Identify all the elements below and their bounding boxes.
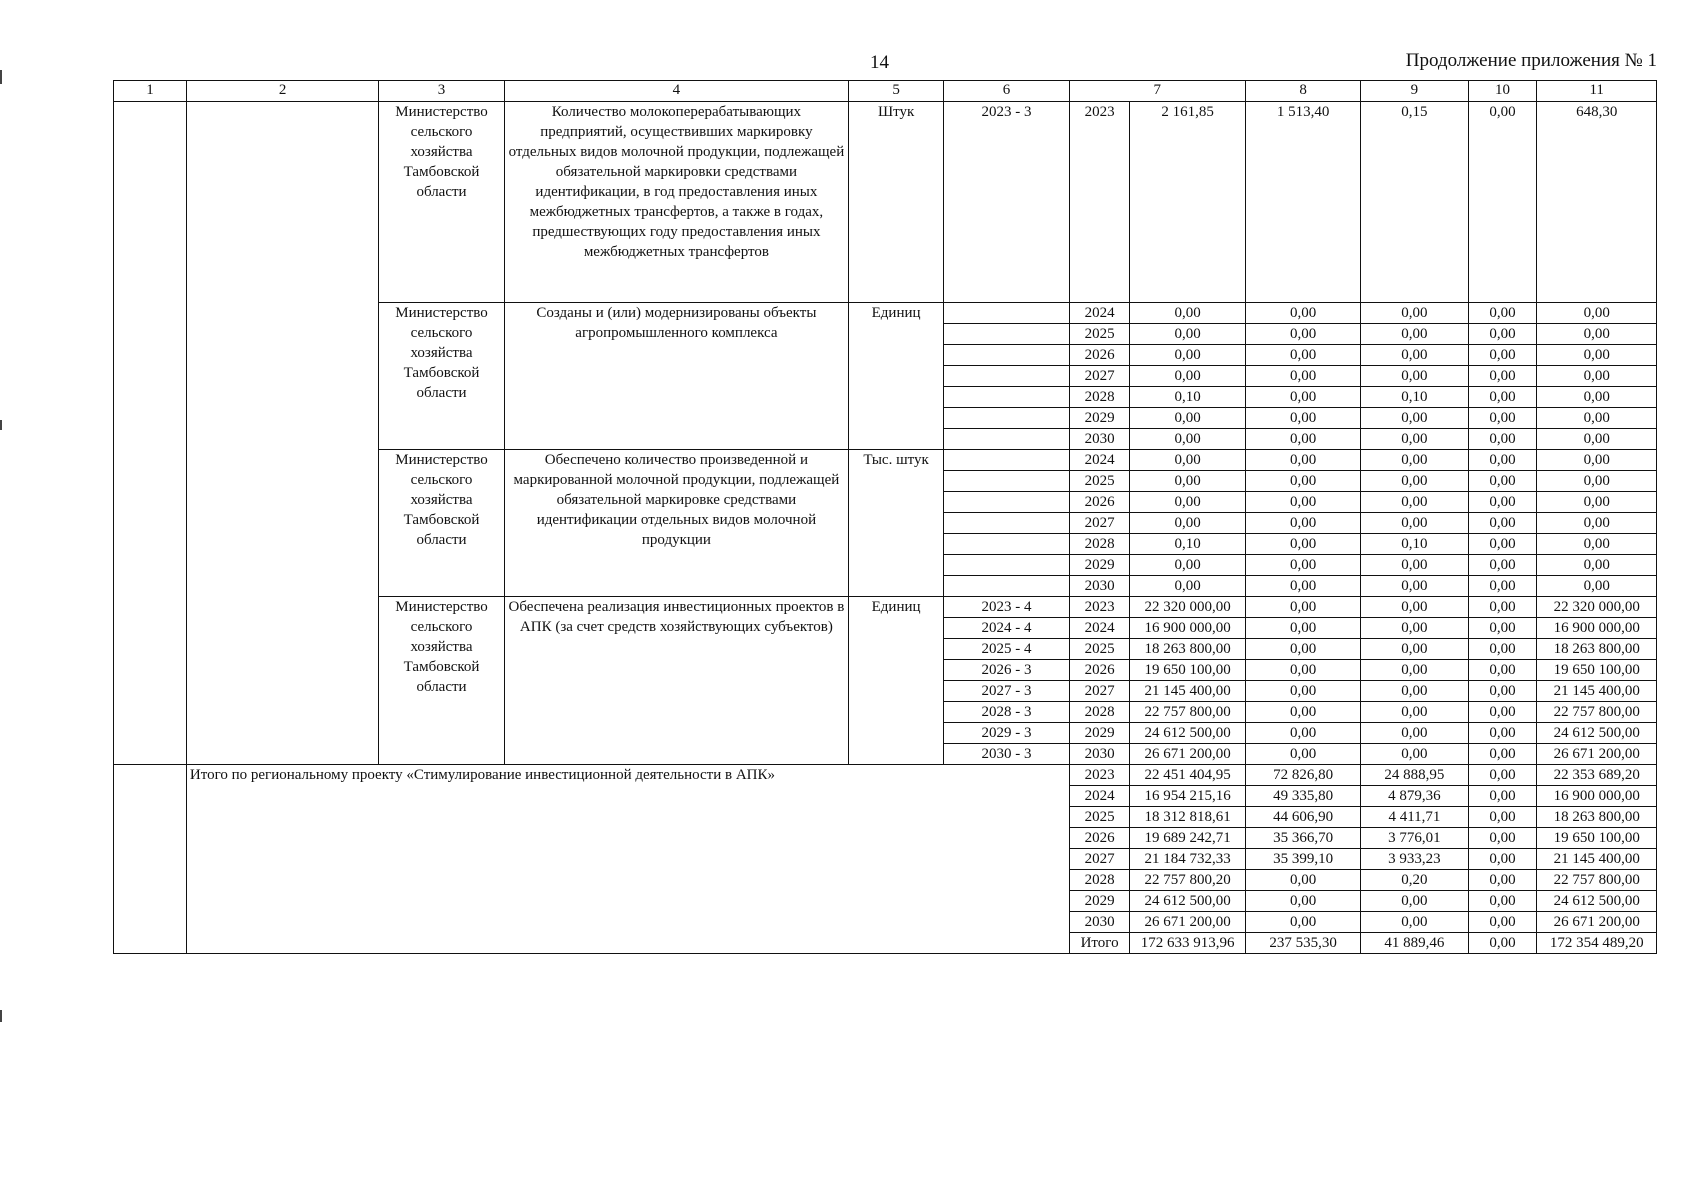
value-col-7: 0,10 bbox=[1130, 387, 1245, 408]
period-cell bbox=[944, 303, 1070, 324]
value-col-8: 0,00 bbox=[1245, 681, 1360, 702]
period-cell bbox=[944, 576, 1070, 597]
value-col-11: 0,00 bbox=[1537, 555, 1657, 576]
header-cell: 3 bbox=[379, 81, 505, 102]
value-col-9: 0,15 bbox=[1361, 102, 1468, 303]
period-cell: 2023 - 4 bbox=[944, 597, 1070, 618]
year-cell: 2029 bbox=[1069, 408, 1130, 429]
year-cell: 2025 bbox=[1069, 639, 1130, 660]
total-col-11: 26 671 200,00 bbox=[1537, 912, 1657, 933]
header-row bbox=[114, 81, 1657, 102]
value-col-8: 0,00 bbox=[1245, 660, 1360, 681]
year-cell: 2025 bbox=[1069, 324, 1130, 345]
total-col-7: 21 184 732,33 bbox=[1130, 849, 1245, 870]
total-col-7: 19 689 242,71 bbox=[1130, 828, 1245, 849]
value-col-8: 0,00 bbox=[1245, 702, 1360, 723]
value-col-8: 0,00 bbox=[1245, 576, 1360, 597]
year-cell: 2027 bbox=[1069, 681, 1130, 702]
value-col-8: 0,00 bbox=[1245, 324, 1360, 345]
header-cell: 10 bbox=[1468, 81, 1537, 102]
header-cell: 8 bbox=[1245, 81, 1360, 102]
value-col-9: 0,00 bbox=[1361, 513, 1468, 534]
year-cell: 2030 bbox=[1069, 576, 1130, 597]
value-col-10: 0,00 bbox=[1468, 639, 1537, 660]
period-cell: 2030 - 3 bbox=[944, 744, 1070, 765]
table-row bbox=[114, 102, 1657, 303]
total-col-9: 41 889,46 bbox=[1361, 933, 1468, 954]
header-cell: 2 bbox=[186, 81, 378, 102]
header-cell: 1 bbox=[114, 81, 187, 102]
total-col-11: 22 757 800,00 bbox=[1537, 870, 1657, 891]
total-year-cell: 2026 bbox=[1069, 828, 1130, 849]
total-col-11: 18 263 800,00 bbox=[1537, 807, 1657, 828]
period-cell bbox=[944, 387, 1070, 408]
period-cell bbox=[944, 513, 1070, 534]
total-year-cell: 2027 bbox=[1069, 849, 1130, 870]
value-col-11: 0,00 bbox=[1537, 450, 1657, 471]
total-col-11: 172 354 489,20 bbox=[1537, 933, 1657, 954]
year-cell: 2026 bbox=[1069, 492, 1130, 513]
value-col-7: 26 671 200,00 bbox=[1130, 744, 1245, 765]
value-col-11: 0,00 bbox=[1537, 324, 1657, 345]
year-cell: 2025 bbox=[1069, 471, 1130, 492]
value-col-10: 0,00 bbox=[1468, 597, 1537, 618]
value-col-10: 0,00 bbox=[1468, 513, 1537, 534]
unit-of-measure: Единиц bbox=[849, 597, 944, 765]
year-cell: 2028 bbox=[1069, 387, 1130, 408]
value-col-9: 0,00 bbox=[1361, 555, 1468, 576]
appendix-table bbox=[113, 80, 1657, 954]
total-label: Итого по региональному проекту «Стимулирование инвестиционной деятельности в АПК» bbox=[186, 765, 1069, 954]
period-cell: 2025 - 4 bbox=[944, 639, 1070, 660]
header-cell: 5 bbox=[849, 81, 944, 102]
total-col-9: 3 776,01 bbox=[1361, 828, 1468, 849]
value-col-7: 18 263 800,00 bbox=[1130, 639, 1245, 660]
total-col-11: 19 650 100,00 bbox=[1537, 828, 1657, 849]
period-cell bbox=[944, 450, 1070, 471]
total-row bbox=[114, 765, 1657, 786]
value-col-8: 1 513,40 bbox=[1245, 102, 1360, 303]
total-col-7: 26 671 200,00 bbox=[1130, 912, 1245, 933]
value-col-11: 648,30 bbox=[1537, 102, 1657, 303]
total-col-10: 0,00 bbox=[1468, 786, 1537, 807]
value-col-11: 22 757 800,00 bbox=[1537, 702, 1657, 723]
total-col-1-cell bbox=[114, 765, 187, 954]
total-col-9: 0,00 bbox=[1361, 891, 1468, 912]
value-col-11: 24 612 500,00 bbox=[1537, 723, 1657, 744]
period-cell: 2024 - 4 bbox=[944, 618, 1070, 639]
value-col-8: 0,00 bbox=[1245, 723, 1360, 744]
total-year-cell: 2030 bbox=[1069, 912, 1130, 933]
total-col-7: 24 612 500,00 bbox=[1130, 891, 1245, 912]
period-cell bbox=[944, 555, 1070, 576]
value-col-11: 26 671 200,00 bbox=[1537, 744, 1657, 765]
period-cell bbox=[944, 429, 1070, 450]
value-col-10: 0,00 bbox=[1468, 345, 1537, 366]
value-col-8: 0,00 bbox=[1245, 429, 1360, 450]
scan-edge-mark bbox=[0, 70, 2, 84]
value-col-7: 0,00 bbox=[1130, 408, 1245, 429]
total-col-11: 16 900 000,00 bbox=[1537, 786, 1657, 807]
value-col-10: 0,00 bbox=[1468, 471, 1537, 492]
value-col-10: 0,00 bbox=[1468, 681, 1537, 702]
total-col-7: 16 954 215,16 bbox=[1130, 786, 1245, 807]
value-col-9: 0,10 bbox=[1361, 387, 1468, 408]
year-cell: 2024 bbox=[1069, 618, 1130, 639]
col-2-cell bbox=[186, 102, 378, 765]
header-cell: 4 bbox=[504, 81, 848, 102]
year-cell: 2024 bbox=[1069, 303, 1130, 324]
year-cell: 2026 bbox=[1069, 660, 1130, 681]
value-col-10: 0,00 bbox=[1468, 618, 1537, 639]
header-cell: 6 bbox=[944, 81, 1070, 102]
total-col-11: 21 145 400,00 bbox=[1537, 849, 1657, 870]
period-cell: 2028 - 3 bbox=[944, 702, 1070, 723]
value-col-7: 22 757 800,00 bbox=[1130, 702, 1245, 723]
unit-of-measure: Единиц bbox=[849, 303, 944, 450]
total-col-11: 22 353 689,20 bbox=[1537, 765, 1657, 786]
indicator-name: Обеспечено количество произведенной и маркированной молочной продукции, подлежащей обязательной маркировке средствами идентификации отдельных видов молочной продукции bbox=[504, 450, 848, 597]
value-col-9: 0,00 bbox=[1361, 597, 1468, 618]
value-col-8: 0,00 bbox=[1245, 618, 1360, 639]
total-col-10: 0,00 bbox=[1468, 891, 1537, 912]
value-col-9: 0,00 bbox=[1361, 492, 1468, 513]
value-col-8: 0,00 bbox=[1245, 492, 1360, 513]
total-col-8: 35 399,10 bbox=[1245, 849, 1360, 870]
value-col-9: 0,00 bbox=[1361, 429, 1468, 450]
value-col-9: 0,00 bbox=[1361, 324, 1468, 345]
value-col-7: 0,00 bbox=[1130, 324, 1245, 345]
value-col-10: 0,00 bbox=[1468, 555, 1537, 576]
indicator-name: Количество молокоперерабатывающих предприятий, осуществивших маркировку отдельных видов молочной продукции, подлежащей обязательной маркировки средствами идентификации, в год предоставления иных межбюджетных трансфертов, а также в годах, предшествующих году предоставления иных межбюджетных трансфертов bbox=[504, 102, 848, 303]
value-col-11: 21 145 400,00 bbox=[1537, 681, 1657, 702]
value-col-10: 0,00 bbox=[1468, 450, 1537, 471]
total-year-cell: 2028 bbox=[1069, 870, 1130, 891]
period-cell bbox=[944, 345, 1070, 366]
value-col-9: 0,00 bbox=[1361, 681, 1468, 702]
total-col-9: 0,00 bbox=[1361, 912, 1468, 933]
period-cell bbox=[944, 408, 1070, 429]
period-cell: 2029 - 3 bbox=[944, 723, 1070, 744]
unit-of-measure: Тыс. штук bbox=[849, 450, 944, 597]
value-col-10: 0,00 bbox=[1468, 723, 1537, 744]
col-1-cell bbox=[114, 102, 187, 765]
value-col-9: 0,00 bbox=[1361, 618, 1468, 639]
year-cell: 2029 bbox=[1069, 555, 1130, 576]
value-col-8: 0,00 bbox=[1245, 345, 1360, 366]
total-col-9: 4 879,36 bbox=[1361, 786, 1468, 807]
value-col-7: 0,00 bbox=[1130, 471, 1245, 492]
total-year-cell: 2024 bbox=[1069, 786, 1130, 807]
value-col-10: 0,00 bbox=[1468, 660, 1537, 681]
total-col-9: 3 933,23 bbox=[1361, 849, 1468, 870]
value-col-7: 0,00 bbox=[1130, 555, 1245, 576]
total-col-7: 22 451 404,95 bbox=[1130, 765, 1245, 786]
responsible-org: Министерство сельского хозяйства Тамбовской области bbox=[379, 597, 505, 765]
indicator-name: Обеспечена реализация инвестиционных проектов в АПК (за счет средств хозяйствующих субъектов) bbox=[504, 597, 848, 765]
total-col-10: 0,00 bbox=[1468, 933, 1537, 954]
year-cell: 2023 bbox=[1069, 102, 1130, 303]
value-col-11: 0,00 bbox=[1537, 345, 1657, 366]
value-col-11: 0,00 bbox=[1537, 492, 1657, 513]
total-col-10: 0,00 bbox=[1468, 870, 1537, 891]
value-col-10: 0,00 bbox=[1468, 492, 1537, 513]
value-col-7: 22 320 000,00 bbox=[1130, 597, 1245, 618]
total-col-9: 24 888,95 bbox=[1361, 765, 1468, 786]
value-col-8: 0,00 bbox=[1245, 366, 1360, 387]
value-col-9: 0,00 bbox=[1361, 450, 1468, 471]
table-body bbox=[114, 102, 1657, 954]
period-cell: 2026 - 3 bbox=[944, 660, 1070, 681]
unit-of-measure: Штук bbox=[849, 102, 944, 303]
period-cell: 2027 - 3 bbox=[944, 681, 1070, 702]
year-cell: 2030 bbox=[1069, 429, 1130, 450]
year-cell: 2023 bbox=[1069, 597, 1130, 618]
value-col-8: 0,00 bbox=[1245, 555, 1360, 576]
value-col-10: 0,00 bbox=[1468, 324, 1537, 345]
value-col-8: 0,00 bbox=[1245, 303, 1360, 324]
value-col-8: 0,00 bbox=[1245, 387, 1360, 408]
total-col-8: 0,00 bbox=[1245, 891, 1360, 912]
year-cell: 2028 bbox=[1069, 702, 1130, 723]
value-col-9: 0,00 bbox=[1361, 345, 1468, 366]
total-col-8: 237 535,30 bbox=[1245, 933, 1360, 954]
total-year-cell: 2023 bbox=[1069, 765, 1130, 786]
value-col-9: 0,00 bbox=[1361, 660, 1468, 681]
value-col-11: 0,00 bbox=[1537, 408, 1657, 429]
value-col-11: 19 650 100,00 bbox=[1537, 660, 1657, 681]
value-col-8: 0,00 bbox=[1245, 534, 1360, 555]
value-col-11: 0,00 bbox=[1537, 366, 1657, 387]
total-col-10: 0,00 bbox=[1468, 912, 1537, 933]
year-cell: 2027 bbox=[1069, 513, 1130, 534]
value-col-9: 0,00 bbox=[1361, 366, 1468, 387]
value-col-7: 0,00 bbox=[1130, 513, 1245, 534]
year-cell: 2024 bbox=[1069, 450, 1130, 471]
value-col-8: 0,00 bbox=[1245, 513, 1360, 534]
value-col-10: 0,00 bbox=[1468, 387, 1537, 408]
value-col-11: 0,00 bbox=[1537, 576, 1657, 597]
value-col-7: 0,00 bbox=[1130, 429, 1245, 450]
value-col-10: 0,00 bbox=[1468, 744, 1537, 765]
value-col-10: 0,00 bbox=[1468, 534, 1537, 555]
value-col-8: 0,00 bbox=[1245, 744, 1360, 765]
period-cell: 2023 - 3 bbox=[944, 102, 1070, 303]
scan-edge-mark bbox=[0, 1010, 2, 1022]
total-col-10: 0,00 bbox=[1468, 828, 1537, 849]
value-col-7: 0,00 bbox=[1130, 345, 1245, 366]
total-col-8: 0,00 bbox=[1245, 912, 1360, 933]
value-col-7: 0,10 bbox=[1130, 534, 1245, 555]
value-col-8: 0,00 bbox=[1245, 471, 1360, 492]
indicator-name: Созданы и (или) модернизированы объекты агропромышленного комплекса bbox=[504, 303, 848, 450]
value-col-9: 0,00 bbox=[1361, 471, 1468, 492]
page-number: 14 bbox=[870, 52, 889, 73]
year-cell: 2029 bbox=[1069, 723, 1130, 744]
value-col-10: 0,00 bbox=[1468, 366, 1537, 387]
value-col-7: 19 650 100,00 bbox=[1130, 660, 1245, 681]
value-col-7: 16 900 000,00 bbox=[1130, 618, 1245, 639]
period-cell bbox=[944, 366, 1070, 387]
header-cell: 7 bbox=[1069, 81, 1245, 102]
value-col-10: 0,00 bbox=[1468, 576, 1537, 597]
total-year-cell: 2025 bbox=[1069, 807, 1130, 828]
period-cell bbox=[944, 534, 1070, 555]
header-cell: 9 bbox=[1361, 81, 1468, 102]
period-cell bbox=[944, 324, 1070, 345]
year-cell: 2028 bbox=[1069, 534, 1130, 555]
total-col-7: 172 633 913,96 bbox=[1130, 933, 1245, 954]
value-col-7: 0,00 bbox=[1130, 492, 1245, 513]
value-col-11: 0,00 bbox=[1537, 303, 1657, 324]
value-col-10: 0,00 bbox=[1468, 102, 1537, 303]
total-col-8: 35 366,70 bbox=[1245, 828, 1360, 849]
value-col-10: 0,00 bbox=[1468, 303, 1537, 324]
total-col-8: 49 335,80 bbox=[1245, 786, 1360, 807]
total-col-7: 18 312 818,61 bbox=[1130, 807, 1245, 828]
value-col-9: 0,00 bbox=[1361, 408, 1468, 429]
total-col-10: 0,00 bbox=[1468, 807, 1537, 828]
value-col-9: 0,00 bbox=[1361, 303, 1468, 324]
header-cell: 11 bbox=[1537, 81, 1657, 102]
responsible-org: Министерство сельского хозяйства Тамбовской области bbox=[379, 102, 505, 303]
period-cell bbox=[944, 471, 1070, 492]
appendix-caption: Продолжение приложения № 1 bbox=[1405, 50, 1657, 71]
value-col-11: 16 900 000,00 bbox=[1537, 618, 1657, 639]
scan-edge-mark bbox=[0, 420, 2, 430]
total-col-11: 24 612 500,00 bbox=[1537, 891, 1657, 912]
value-col-10: 0,00 bbox=[1468, 408, 1537, 429]
total-col-9: 4 411,71 bbox=[1361, 807, 1468, 828]
value-col-8: 0,00 bbox=[1245, 597, 1360, 618]
total-col-8: 44 606,90 bbox=[1245, 807, 1360, 828]
value-col-11: 22 320 000,00 bbox=[1537, 597, 1657, 618]
total-col-10: 0,00 bbox=[1468, 765, 1537, 786]
value-col-11: 0,00 bbox=[1537, 513, 1657, 534]
total-year-cell: Итого bbox=[1069, 933, 1130, 954]
value-col-9: 0,00 bbox=[1361, 744, 1468, 765]
value-col-10: 0,00 bbox=[1468, 429, 1537, 450]
total-col-7: 22 757 800,20 bbox=[1130, 870, 1245, 891]
value-col-9: 0,00 bbox=[1361, 639, 1468, 660]
year-cell: 2027 bbox=[1069, 366, 1130, 387]
year-cell: 2030 bbox=[1069, 744, 1130, 765]
total-col-10: 0,00 bbox=[1468, 849, 1537, 870]
total-year-cell: 2029 bbox=[1069, 891, 1130, 912]
responsible-org: Министерство сельского хозяйства Тамбовской области bbox=[379, 450, 505, 597]
responsible-org: Министерство сельского хозяйства Тамбовской области bbox=[379, 303, 505, 450]
value-col-11: 18 263 800,00 bbox=[1537, 639, 1657, 660]
value-col-9: 0,10 bbox=[1361, 534, 1468, 555]
value-col-7: 24 612 500,00 bbox=[1130, 723, 1245, 744]
value-col-7: 21 145 400,00 bbox=[1130, 681, 1245, 702]
value-col-7: 0,00 bbox=[1130, 576, 1245, 597]
value-col-8: 0,00 bbox=[1245, 639, 1360, 660]
value-col-9: 0,00 bbox=[1361, 702, 1468, 723]
value-col-11: 0,00 bbox=[1537, 387, 1657, 408]
value-col-11: 0,00 bbox=[1537, 534, 1657, 555]
value-col-7: 0,00 bbox=[1130, 303, 1245, 324]
total-col-8: 0,00 bbox=[1245, 870, 1360, 891]
year-cell: 2026 bbox=[1069, 345, 1130, 366]
value-col-7: 2 161,85 bbox=[1130, 102, 1245, 303]
total-col-9: 0,20 bbox=[1361, 870, 1468, 891]
value-col-8: 0,00 bbox=[1245, 450, 1360, 471]
total-col-8: 72 826,80 bbox=[1245, 765, 1360, 786]
value-col-8: 0,00 bbox=[1245, 408, 1360, 429]
value-col-9: 0,00 bbox=[1361, 576, 1468, 597]
period-cell bbox=[944, 492, 1070, 513]
value-col-9: 0,00 bbox=[1361, 723, 1468, 744]
value-col-11: 0,00 bbox=[1537, 429, 1657, 450]
value-col-10: 0,00 bbox=[1468, 702, 1537, 723]
value-col-7: 0,00 bbox=[1130, 366, 1245, 387]
value-col-11: 0,00 bbox=[1537, 471, 1657, 492]
value-col-7: 0,00 bbox=[1130, 450, 1245, 471]
